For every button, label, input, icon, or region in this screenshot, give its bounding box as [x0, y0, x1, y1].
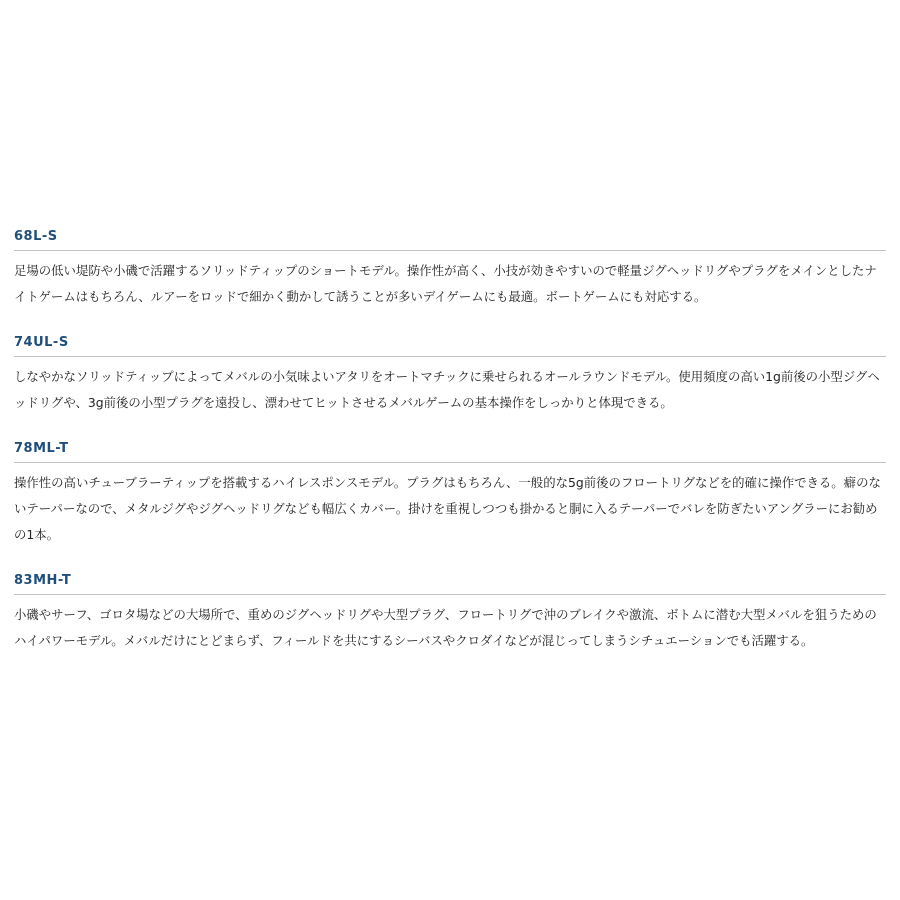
- model-title: 68L-S: [14, 229, 58, 244]
- divider: [14, 356, 886, 357]
- model-title: 78ML-T: [14, 441, 69, 456]
- model-description: しなやかなソリッドティップによってメバルの小気味よいアタリをオートマチックに乗せられるオールラウンドモデル。使用頻度の高い1g前後の小型ジグヘッドリグや、3g前後の小型プラグを遠投し、漂わせてヒットさせるメバルゲームの基本操作をしっかりと体現できる。: [14, 369, 880, 410]
- model-section-74ul-s: [14, 330, 886, 416]
- model-section-83mh-t: [14, 568, 886, 654]
- model-title: 74UL-S: [14, 335, 69, 350]
- divider: [14, 462, 886, 463]
- model-title: 83MH-T: [14, 573, 72, 588]
- divider: [14, 594, 886, 595]
- model-description: 小磯やサーフ、ゴロタ場などの大場所で、重めのジグヘッドリグや大型プラグ、フロートリグで沖のブレイクや激流、ボトムに潜む大型メバルを狙うためのハイパワーモデル。メバルだけにとどまらず、フィールドを共にするシーバスやクロダイなどが混じってしまうシチュエーションでも活躍する。: [14, 607, 877, 648]
- model-section-78ml-t: [14, 436, 886, 548]
- model-section-68l-s: [14, 224, 886, 310]
- model-description: 操作性の高いチューブラーティップを搭載するハイレスポンスモデル。プラグはもちろん、一般的な5g前後のフロートリグなどを的確に操作できる。癖のないテーパーなので、メタルジグやジグヘッドリグなども幅広くカバー。掛けを重視しつつも掛かると胴に入るテーパーでバレを防ぎたいアングラーにお勧めの1本。: [14, 475, 881, 542]
- model-description: 足場の低い堤防や小磯で活躍するソリッドティップのショートモデル。操作性が高く、小技が効きやすいので軽量ジグヘッドリグやプラグをメインとしたナイトゲームはもちろん、ルアーをロッドで細かく動かして誘うことが多いデイゲームにも最適。ボートゲームにも対応する。: [14, 263, 877, 304]
- divider: [14, 250, 886, 251]
